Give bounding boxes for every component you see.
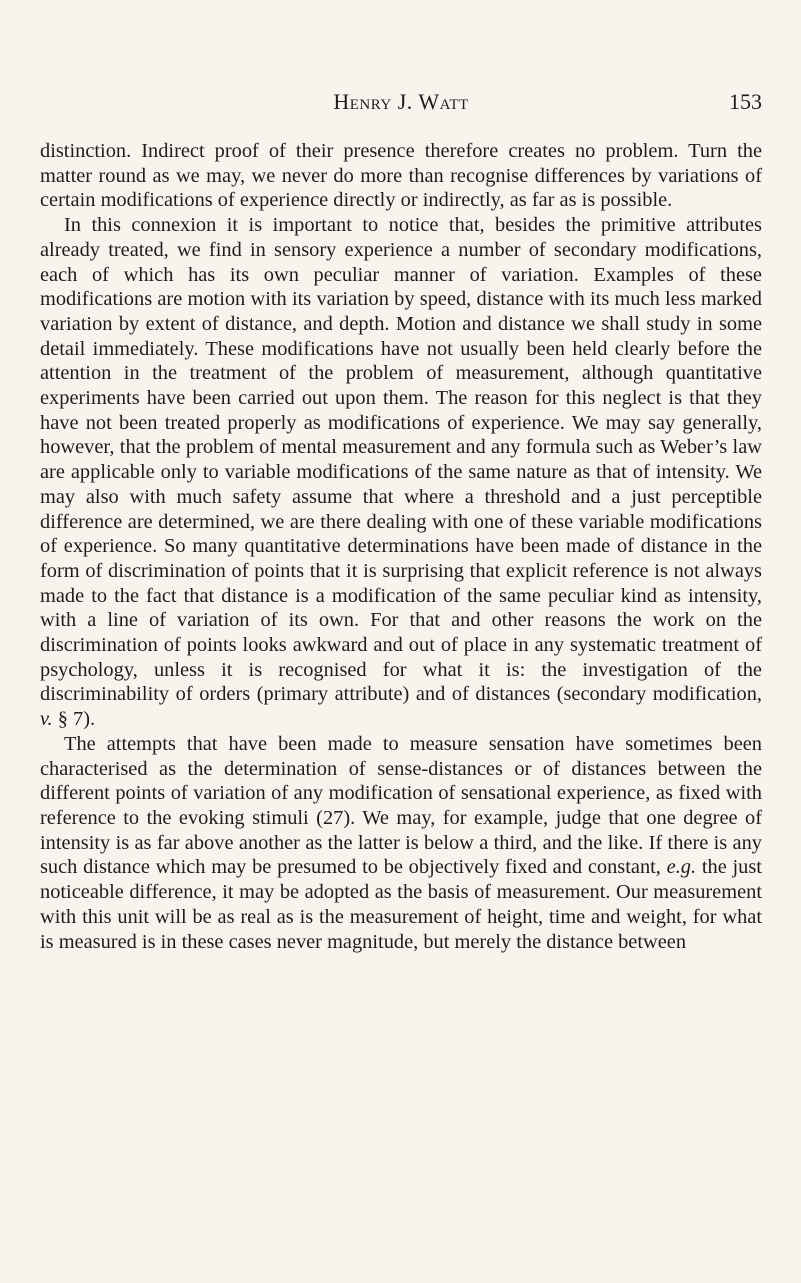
italic-reference: v. [40, 708, 53, 731]
paragraph-text: The attempts that have been made to measure sensation have sometimes been characterised as the determination of sense-distances or of distances between the different points of variation of any modification of sensational experience, as fixed with reference to the evoking stimuli (27). We may, for example, judge that one degree of intensity is as far above another as the latter is below a third, and the like. If there is any such distance which may be presumed to be objectively fixed and constant, [40, 732, 762, 879]
paragraph-text: distinction. Indirect proof of their presence therefore creates no problem. Turn the matter round as we may, we never do more than recognise differences by variations of certain modifications of experience directly or indirectly, as far as is possible. [40, 140, 762, 212]
italic-reference: e.g. [666, 856, 697, 879]
running-head [40, 88, 762, 116]
body-text [40, 139, 762, 954]
paragraph-tail: the just noticeable difference, it may be adopted as the basis of measurement. Our measurement with this unit will be as real as is the measurement of height, time and weight, for what is measured is in these cases never magnitude, but merely the distance between [40, 856, 762, 953]
paragraph [40, 732, 762, 954]
paragraph-tail: § 7). [57, 708, 96, 731]
paragraph [40, 213, 762, 732]
paragraph-text: In this connexion it is important to notice that, besides the primitive attributes already treated, we find in sensory experience a number of secondary modifications, each of which has its own peculiar manner of variation. Examples of these modifications are motion with its variation by speed, distance with its much less marked variation by extent of distance, and depth. Motion and distance we shall study in some detail immediately. These modifications have not usually been held clearly before the attention in the treatment of the problem of measurement, although quantitative experiments have been carried out upon them. The reason for this neglect is that they have not been treated properly as modifications of experience. We may say generally, however, that the problem of mental measurement and any formula such as Weber’s law are applicable only to variable modifications of the same nature as that of intensity. We may also with much safety assume that where a threshold and a just perceptible difference are determined, we are there dealing with one of these variable modifications of experience. So many quantitative determinations have been made of distance in the form of discrimination of points that it is surprising that explicit reference is not always made to the fact that distance is a modification of the same peculiar kind as intensity, with a line of variation of its own. For that and other reasons the work on the discrimination of points looks awkward and out of place in any systematic treatment of psychology, unless it is recognised for what it is: the investigation of the discriminability of orders (primary attribute) and of distances (secondary modification, [40, 214, 762, 706]
paragraph-continued [40, 139, 762, 213]
running-head-author: Henry J. Watt [333, 89, 469, 114]
page-number: 153 [729, 89, 762, 114]
